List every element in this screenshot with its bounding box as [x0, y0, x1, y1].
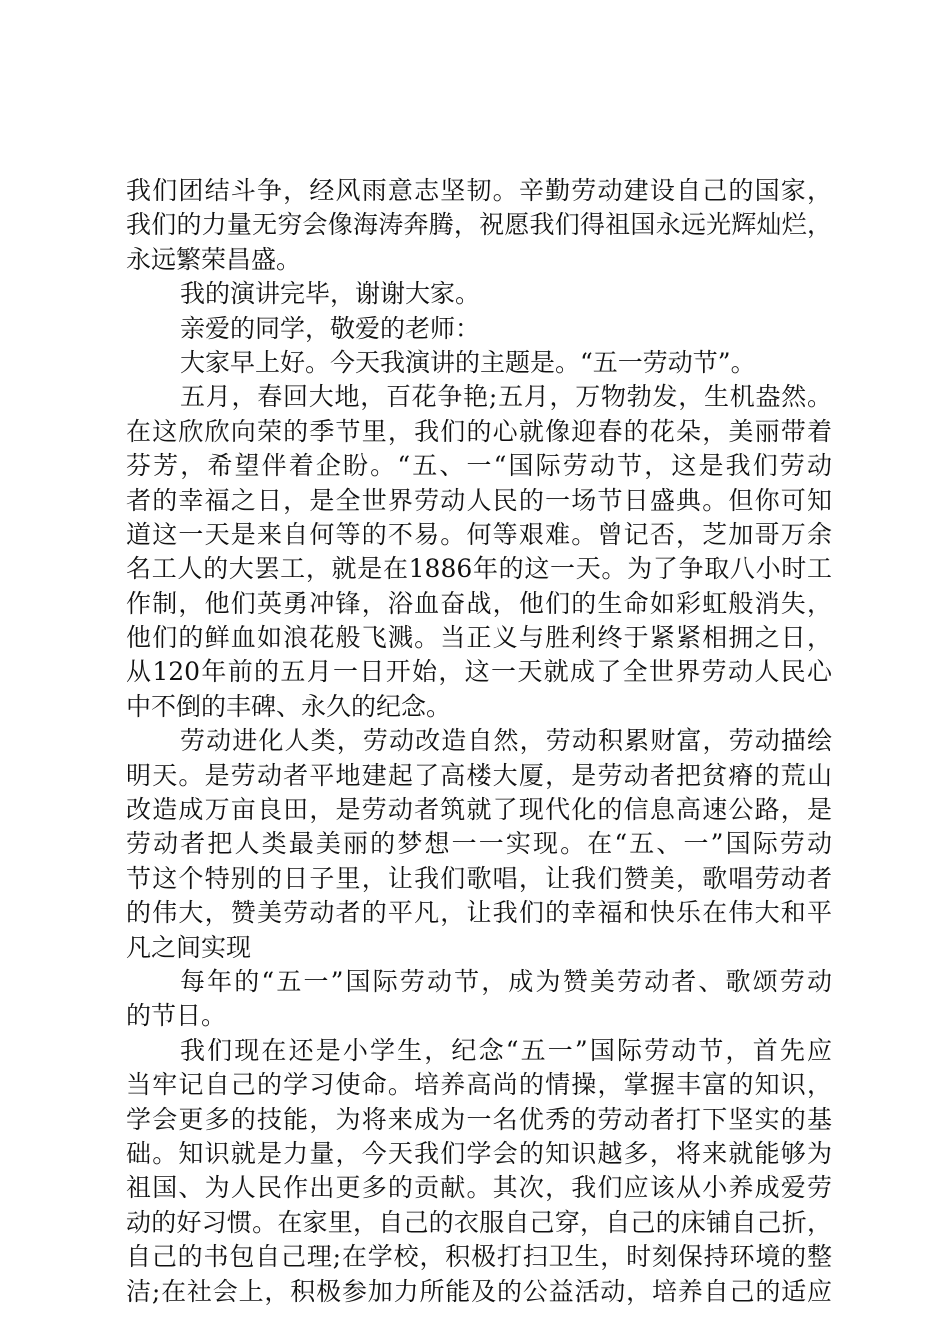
text-line: 的伟大，赞美劳动者的平凡，让我们的幸福和快乐在伟大和平: [126, 898, 832, 928]
text-line: 者的幸福之日，是全世界劳动人民的一场节日盛典。但你可知: [126, 485, 832, 515]
text-line: 芬芳，希望伴着企盼。“五、一“国际劳动节，这是我们劳动: [126, 451, 832, 481]
paragraph: [126, 965, 832, 1034]
text-line: 道这一天是来自何等的不易。何等艰难。曾记否，芝加哥万余: [126, 519, 832, 549]
text-line: 动的好习惯。在家里，自己的衣服自己穿，自己的床铺自己折，: [126, 1207, 832, 1237]
text-line: 作制，他们英勇冲锋，浴血奋战，他们的生命如彩虹般消失，: [126, 588, 832, 618]
text-line: 永远繁荣昌盛。: [126, 244, 302, 274]
text-line: 我们的力量无穷会像海涛奔腾，祝愿我们得祖国永远光辉灿烂，: [126, 210, 832, 240]
text-line: 名工人的大罢工，就是在1886年的这一天。为了争取八小时工: [126, 554, 832, 584]
text-line: 劳动者把人类最美丽的梦想一一实现。在“五、一”国际劳动: [126, 829, 832, 859]
text-line: 凡之间实现: [126, 932, 252, 962]
text-line: 中不倒的丰碑、永久的纪念。: [126, 691, 452, 721]
paragraph: [126, 724, 832, 965]
text-line: 洁;在社会上，积极参加力所能及的公益活动，培养自己的适应: [126, 1276, 832, 1306]
text-line: 每年的“五一”国际劳动节，成为赞美劳动者、歌颂劳动: [180, 966, 832, 996]
text-line: 五月，春回大地，百花争艳;五月，万物勃发，生机盎然。: [180, 382, 832, 412]
text-line: 学会更多的技能，为将来成为一名优秀的劳动者打下坚实的基: [126, 1104, 832, 1134]
document-body: [126, 174, 832, 1309]
text-line: 明天。是劳动者平地建起了高楼大厦，是劳动者把贫瘠的荒山: [126, 760, 832, 790]
text-line: 大家早上好。今天我演讲的主题是。“五一劳动节”。: [180, 347, 756, 377]
text-line: 的节日。: [126, 1001, 227, 1031]
paragraph: [126, 277, 832, 311]
text-line: 劳动进化人类，劳动改造自然，劳动积累财富，劳动描绘: [180, 726, 832, 756]
paragraph: [126, 346, 832, 380]
paragraph: [126, 312, 832, 346]
text-line: 自己的书包自己理;在学校，积极打扫卫生，时刻保持环境的整: [126, 1242, 832, 1272]
text-line: 亲爱的同学，敬爱的老师：: [180, 313, 481, 343]
text-line: 我们团结斗争，经风雨意志坚韧。辛勤劳动建设自己的国家，: [126, 176, 832, 205]
text-line: 他们的鲜血如浪花般飞溅。当正义与胜利终于紧紧相拥之日，: [126, 623, 832, 653]
text-line: 节这个特别的日子里，让我们歌唱，让我们赞美，歌唱劳动者: [126, 863, 832, 893]
text-line: 从120年前的五月一日开始，这一天就成了全世界劳动人民心: [126, 657, 832, 687]
text-line: 在这欣欣向荣的季节里，我们的心就像迎春的花朵，美丽带着: [126, 416, 832, 446]
paragraph: [126, 1034, 832, 1309]
text-line: 祖国、为人民作出更多的贡献。其次，我们应该从小养成爱劳: [126, 1173, 832, 1203]
paragraph: [126, 380, 832, 724]
text-line: 当牢记自己的学习使命。培养高尚的情操，掌握丰富的知识，: [126, 1070, 832, 1100]
text-line: 改造成万亩良田，是劳动者筑就了现代化的信息高速公路，是: [126, 795, 832, 825]
text-line: 我的演讲完毕，谢谢大家。: [180, 279, 481, 309]
text-line: 础。知识就是力量，今天我们学会的知识越多，将来就能够为: [126, 1138, 832, 1168]
paragraph: [126, 174, 832, 277]
text-line: 我们现在还是小学生，纪念“五一”国际劳动节，首先应: [180, 1035, 832, 1065]
